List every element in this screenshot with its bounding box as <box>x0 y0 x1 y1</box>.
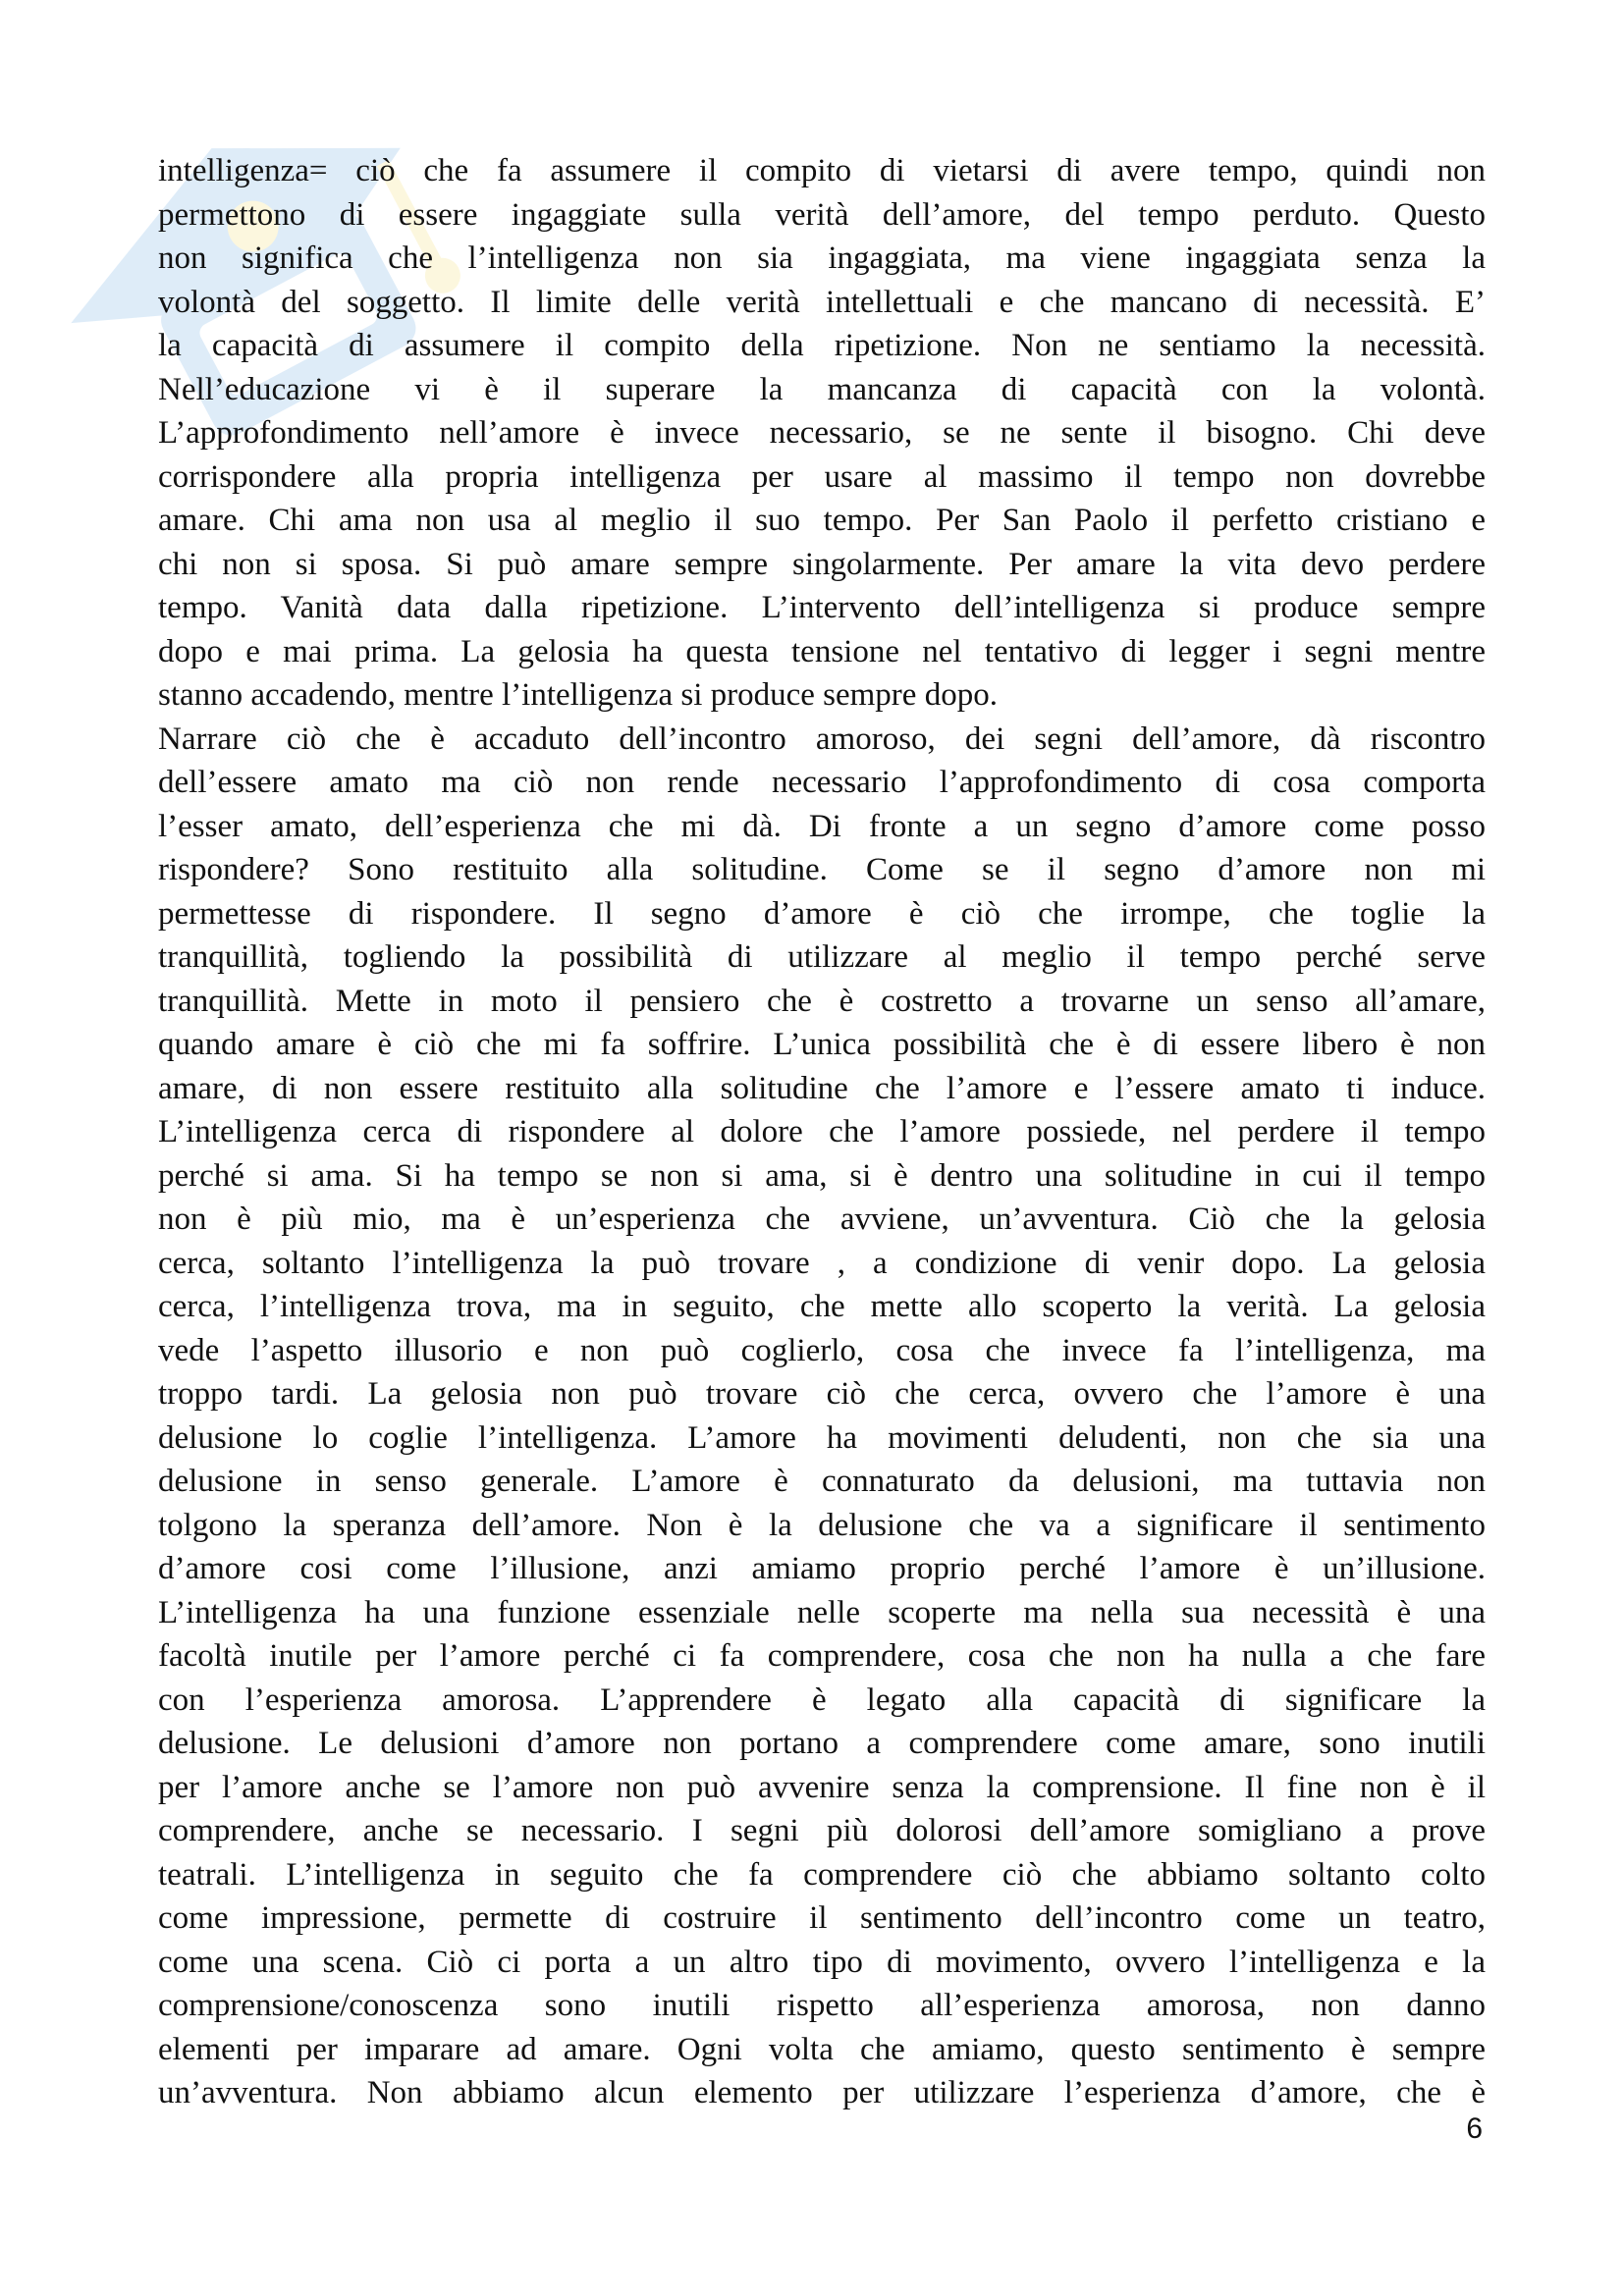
text-line: la capacità di assumere il compito della ripetizione. Non ne sentiamo la necessità. <box>158 328 1486 363</box>
text-line: delusione in senso generale. L’amore è connaturato da delusioni, ma tuttavia non <box>158 1464 1486 1499</box>
page-number: 6 <box>1466 2112 1483 2145</box>
text-line: facoltà inutile per l’amore perché ci fa comprendere, cosa che non ha nulla a che fare <box>158 1638 1486 1674</box>
text-line: tranquillità. Mette in moto il pensiero che è costretto a trovarne un senso all’amare, <box>158 983 1486 1019</box>
text-line: vede l’aspetto illusorio e non può coglierlo, cosa che invece fa l’intelligenza, ma <box>158 1332 1486 1368</box>
text-line: tranquillità, togliendo la possibilità di utilizzare al meglio il tempo perché serve <box>158 939 1486 975</box>
text-line: corrispondere alla propria intelligenza per usare al massimo il tempo non dovrebbe <box>158 458 1486 495</box>
text-line: teatrali. L’intelligenza in seguito che fa comprendere ciò che abbiamo soltanto colto <box>158 1856 1486 1893</box>
text-line: dopo e mai prima. La gelosia ha questa tensione nel tentativo di legger i segni mentre <box>158 633 1486 669</box>
text-line: intelligenza= ciò che fa assumere il compito di vietarsi di avere tempo, quindi non <box>158 153 1486 188</box>
text-line: per l’amore anche se l’amore non può avvenire senza la comprensione. Il fine non è il <box>158 1769 1486 1805</box>
text-line: Narrare ciò che è accaduto dell’incontro amoroso, dei segni dell’amore, dà riscontro <box>158 721 1486 757</box>
text-line: non significa che l’intelligenza non sia ingaggiata, ma viene ingaggiata senza la <box>158 240 1486 276</box>
text-line: troppo tardi. La gelosia non può trovare ciò che cerca, ovvero che l’amore è una <box>158 1376 1486 1412</box>
text-line: come impressione, permette di costruire il sentimento dell’incontro come un teatro, <box>158 1900 1486 1936</box>
text-line: con l’esperienza amorosa. L’apprendere è legato alla capacità di significare la <box>158 1682 1486 1718</box>
text-line: comprensione/conoscenza sono inutili rispetto all’esperienza amorosa, non danno <box>158 1988 1486 2023</box>
document-body <box>158 149 1486 2115</box>
text-line: d’amore cosi come l’illusione, anzi amiamo proprio perché l’amore è un’illusione. <box>158 1551 1486 1586</box>
text-line: amare, di non essere restituito alla solitudine che l’amore e l’essere amato ti induce. <box>158 1070 1486 1106</box>
text-line: non è più mio, ma è un’esperienza che avviene, un’avventura. Ciò che la gelosia <box>158 1201 1486 1237</box>
text-line: come una scena. Ciò ci porta a un altro tipo di movimento, ovvero l’intelligenza e la <box>158 1944 1486 1980</box>
text-line: dell’essere amato ma ciò non rende necessario l’approfondimento di cosa comporta <box>158 765 1486 800</box>
text-line: tolgono la speranza dell’amore. Non è la delusione che va a significare il sentimento <box>158 1507 1486 1543</box>
text-line: tempo. Vanità data dalla ripetizione. L’intervento dell’intelligenza si produce sempre <box>158 590 1486 625</box>
text-line: amare. Chi ama non usa al meglio il suo tempo. Per San Paolo il perfetto cristiano e <box>158 503 1486 538</box>
text-line: comprendere, anche se necessario. I segni più dolorosi dell’amore somigliano a prove <box>158 1813 1486 1848</box>
text-line: delusione. Le delusioni d’amore non portano a comprendere come amare, sono inutili <box>158 1726 1486 1761</box>
text-line: L’intelligenza cerca di rispondere al dolore che l’amore possiede, nel perdere il tempo <box>158 1114 1486 1149</box>
paragraph-last-line: stanno accadendo, mentre l’intelligenza si produce sempre dopo. <box>158 677 998 713</box>
text-line: perché si ama. Si ha tempo se non si ama, si è dentro una solitudine in cui il tempo <box>158 1157 1486 1194</box>
text-line: elementi per imparare ad amare. Ogni volta che amiamo, questo sentimento è sempre <box>158 2031 1486 2067</box>
text-line: volontà del soggetto. Il limite delle verità intellettuali e che mancano di necessità. E’ <box>158 284 1486 320</box>
text-line: Nell’educazione vi è il superare la mancanza di capacità con la volontà. <box>158 371 1486 407</box>
text-line: permettesse di rispondere. Il segno d’amore è ciò che irrompe, che toglie la <box>158 895 1486 932</box>
text-line: cerca, l’intelligenza trova, ma in seguito, che mette allo scoperto la verità. La gelosia <box>158 1289 1486 1324</box>
text-line: cerca, soltanto l’intelligenza la può trovare , a condizione di venir dopo. La gelosia <box>158 1245 1486 1281</box>
text-line: l’esser amato, dell’esperienza che mi dà. Di fronte a un segno d’amore come posso <box>158 808 1486 844</box>
text-line: un’avventura. Non abbiamo alcun elemento per utilizzare l’esperienza d’amore, che è <box>158 2075 1486 2110</box>
text-line: L’approfondimento nell’amore è invece necessario, se ne sente il bisogno. Chi deve <box>158 415 1486 451</box>
text-line: quando amare è ciò che mi fa soffrire. L’unica possibilità che è di essere libero è non <box>158 1027 1486 1062</box>
text-line: chi non si sposa. Si può amare sempre singolarmente. Per amare la vita devo perdere <box>158 546 1486 582</box>
text-line: delusione lo coglie l’intelligenza. L’amore ha movimenti deludenti, non che sia una <box>158 1419 1486 1456</box>
text-line: rispondere? Sono restituito alla solitudine. Come se il segno d’amore non mi <box>158 852 1486 887</box>
text-line: L’intelligenza ha una funzione essenziale nelle scoperte ma nella sua necessità è una <box>158 1594 1486 1630</box>
text-line: permettono di essere ingaggiate sulla verità dell’amore, del tempo perduto. Questo <box>158 196 1486 233</box>
